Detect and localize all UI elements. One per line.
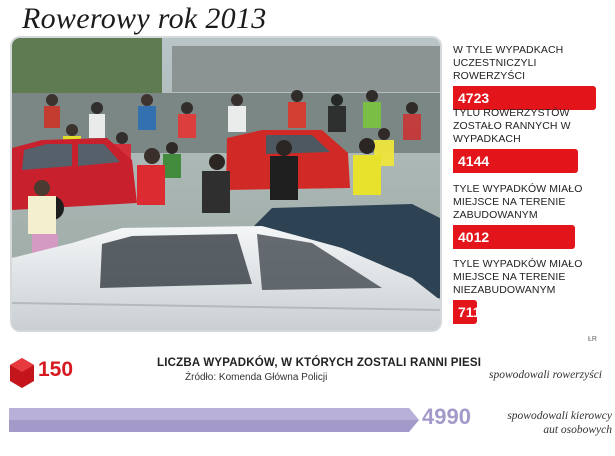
stat-label: TYLU ROWERZYSTÓW ZOSTAŁO RANNYCH W WYPADKACH (453, 107, 571, 145)
photo-credit (0, 150, 10, 320)
stat-label: W TYLE WYPADKACH UCZESTNICZYLI ROWERZYŚCI (453, 44, 564, 82)
stat-accidents-with-cyclists (453, 44, 603, 110)
stat-built-up-area (453, 183, 603, 249)
drivers-caused-value: 4990 (422, 404, 471, 429)
drivers-caused-label: spowodowali kierowcy aut osobowych (507, 410, 612, 436)
stat-value-bar: 4723 (453, 86, 596, 110)
cyclists-caused-value: 150 (38, 358, 74, 381)
stat-label: TYLE WYPADKÓW MIAŁO MIEJSCE NA TERENIE NIEZABUDOWANYM (453, 258, 583, 296)
stat-non-built-up-area (453, 258, 603, 324)
photo-illustration (12, 38, 440, 330)
cyclists-caused-label: spowodowali rowerzyści (489, 369, 602, 381)
drivers-caused-bar (9, 402, 421, 438)
source-note: Źródło: Komenda Główna Policji (185, 372, 328, 383)
page-title: Rowerowy rok 2013 (22, 2, 267, 35)
stat-injured-cyclists (453, 107, 603, 173)
stat-label: TYLE WYPADKÓW MIAŁO MIEJSCE NA TERENIE ZABUDOWANYM (453, 183, 583, 221)
stat-value-bar: 4012 (453, 225, 575, 249)
hexagon-icon (8, 357, 36, 389)
cyclists-photo (12, 38, 440, 330)
author-initials: ŁR (588, 336, 597, 343)
stat-value-bar: 4144 (453, 149, 578, 173)
pedestrians-caption: LICZBA WYPADKÓW, W KTÓRYCH ZOSTALI RANNI PIESI (157, 357, 482, 369)
stat-value-bar: 711 (453, 300, 477, 324)
